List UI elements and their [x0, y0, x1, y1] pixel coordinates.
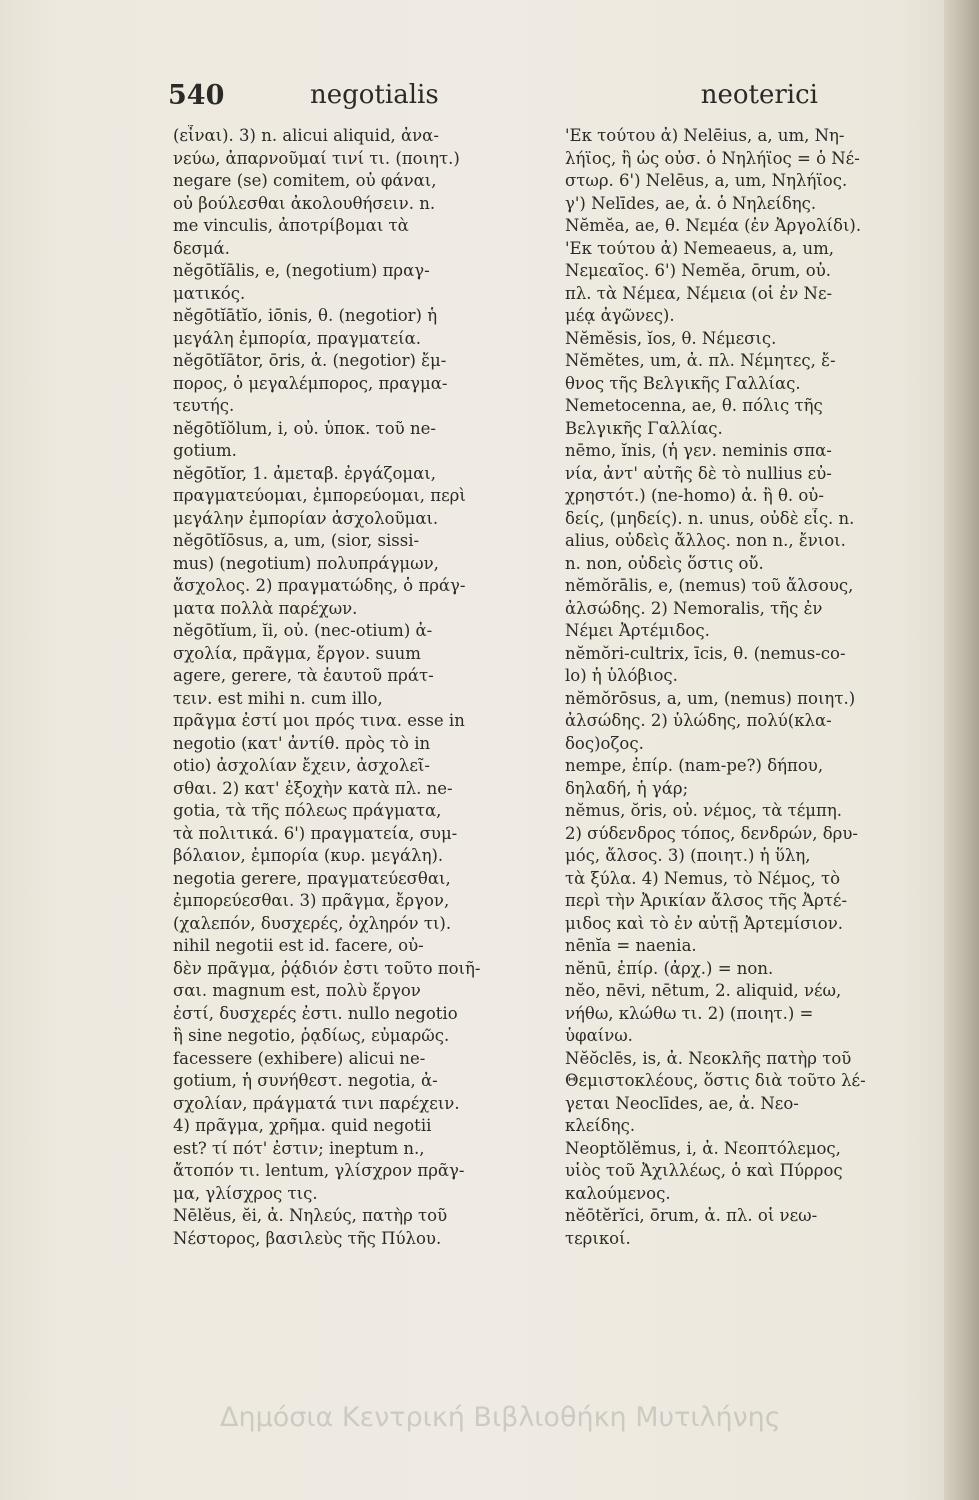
right-line: Νεμεαῖος. 6') Nemĕa, ōrum, οὐ. — [565, 261, 831, 280]
left-line: βόλαιον, ἐμπορία (κυρ. μεγάλη). — [173, 846, 444, 865]
left-line: τὰ πολιτικά. 6') πραγματεία, συμ- — [173, 823, 458, 843]
right-line: στωρ. 6') Nelēus, a, um, Νηλήϊος. — [565, 171, 848, 190]
right-line: περὶ τὴν Ἀρικίαν ἄλσος τῆς Ἀρτέ- — [565, 891, 848, 910]
left-line: negotia gerere, πραγματεύεσθαι, — [173, 868, 451, 888]
left-line: τευτής. — [173, 396, 235, 415]
right-line: μέᾳ ἀγῶνες). — [565, 306, 675, 325]
right-line: nĕo, nēvi, nētum, 2. aliquid, νέω, — [565, 981, 842, 1000]
left-line: πραγματεύομαι, ἐμπορεύομαι, περὶ — [173, 486, 466, 505]
left-line: (χαλεπόν, δυσχερές, ὀχληρόν τι). — [173, 913, 452, 933]
left-line: δὲν πρᾶγμα, ῥᾴδιόν ἐστι τοῦτο ποιῆ- — [173, 958, 481, 978]
left-line: gotia, τὰ τῆς πόλεως πράγματα, — [173, 801, 442, 820]
right-line: κλείδης. — [565, 1116, 636, 1135]
right-line: δος)οζος. — [565, 733, 644, 753]
left-line: μεγάλη ἐμπορία, πραγματεία. — [173, 328, 421, 348]
right-line: τερικοί. — [565, 1228, 631, 1248]
right-line: νία, ἀντ' αὐτῆς δὲ τὸ nullius εὐ- — [565, 463, 832, 483]
right-line: nempe, ἐπίρ. (nam-pe?) δήπου, — [565, 756, 824, 775]
right-line: γ') Nelīdes, ae, ἀ. ὁ Νηλείδης. — [565, 193, 817, 213]
left-line: nĕgōtĭātor, ōris, ἀ. (negotior) ἔμ- — [173, 351, 447, 370]
right-line: Θεμιστοκλέους, ὅστις διὰ τοῦτο λέ- — [565, 1071, 866, 1090]
right-column — [565, 125, 943, 1425]
right-line: ἀλσώδης. 2) ὑλώδης, πολύ(κλα- — [565, 711, 832, 730]
right-line: καλούμενος. — [565, 1183, 671, 1203]
right-line: nĕōtĕrĭci, ōrum, ἀ. πλ. οἱ νεω- — [565, 1206, 818, 1225]
left-line: τειν. est mihi n. cum illo, — [173, 688, 383, 708]
left-line: nĕgōtĭum, ĭi, οὐ. (nec-otium) ἀ- — [173, 621, 433, 640]
left-line: negotio (κατ' ἀντίθ. πρὸς τὸ in — [173, 733, 431, 753]
right-line: 'Εκ τούτου ἀ) Nemeaeus, a, um, — [565, 238, 835, 258]
left-line: nĕgōtĭātĭo, iōnis, θ. (negotior) ἡ — [173, 306, 438, 325]
left-column — [173, 125, 547, 1425]
left-line: Nēlĕus, ĕi, ἀ. Νηλεύς, πατὴρ τοῦ — [173, 1206, 448, 1225]
left-line: ματικός. — [173, 283, 246, 303]
right-line: Νέμει Ἀρτέμιδος. — [565, 621, 710, 640]
right-line: μιδος καὶ τὸ ἐν αὐτῇ Ἀρτεμίσιον. — [565, 913, 844, 933]
right-line: χρηστότ.) (ne-homo) ἀ. ἢ θ. οὐ- — [565, 486, 824, 505]
left-line: σχολία, πρᾶγμα, ἔργον. suum — [173, 643, 421, 663]
right-line: Nĕmĕa, ae, θ. Νεμέα (ἐν Ἀργολίδι). — [565, 216, 862, 235]
right-line: νήθω, κλώθω τι. 2) (ποιητ.) = — [565, 1003, 814, 1023]
left-line: mus) (negotium) πολυπράγμων, — [173, 553, 439, 573]
left-line: negare (se) comitem, οὐ φάναι, — [173, 171, 437, 190]
right-line: Nĕmĕsis, ĭos, θ. Νέμεσις. — [565, 328, 777, 348]
left-line: νεύω, ἀπαρνοῦμαί τινί τι. (ποιητ.) — [173, 148, 460, 168]
left-line: ἐμπορεύεσθαι. 3) πρᾶγμα, ἔργον, — [173, 891, 450, 910]
left-guide-word: negotialis — [310, 80, 439, 110]
right-line: alius, οὐδεὶς ἄλλος. non n., ἔνιοι. — [565, 531, 846, 550]
left-line: me vinculis, ἀποτρίβομαι τὰ — [173, 216, 409, 235]
right-line: Nĕmĕtes, um, ἀ. πλ. Νέμητες, ἔ- — [565, 351, 836, 370]
right-line: nĕnū, ἐπίρ. (ἀρχ.) = non. — [565, 958, 774, 978]
left-line: nĕgōtĭŏlum, i, οὐ. ὑποκ. τοῦ ne- — [173, 418, 436, 438]
right-line: nēmo, ĭnis, (ἡ γεν. neminis σπα- — [565, 441, 832, 460]
right-line: ἀλσώδης. 2) Nemoralis, τῆς ἐν — [565, 598, 823, 618]
left-line: ἄτοπόν τι. lentum, γλίσχρον πρᾶγ- — [173, 1161, 465, 1180]
left-line: ἄσχολος. 2) πραγματώδης, ὁ πράγ- — [173, 576, 466, 595]
right-line: lo) ἡ ὑλόβιος. — [565, 666, 678, 685]
left-line: σθαι. 2) κατ' ἐξοχὴν κατὰ πλ. ne- — [173, 778, 453, 798]
left-line: nĕgōtĭōsus, a, um, (sior, sissi- — [173, 531, 420, 550]
right-line: n. non, οὐδεὶς ὅστις οὔ. — [565, 553, 764, 573]
right-line: 'Εκ τούτου ἀ) Nelēius, a, um, Νη- — [565, 126, 845, 145]
right-line: δείς, (μηδείς). n. unus, οὐδὲ εἷς. n. — [565, 508, 855, 528]
left-line: ἢ sine negotio, ῥᾳδίως, εὐμαρῶς. — [173, 1026, 450, 1045]
left-line: ματα πολλὰ παρέχων. — [173, 598, 358, 618]
right-line: nĕmŏrōsus, a, um, (nemus) ποιητ.) — [565, 688, 856, 708]
left-line: 4) πρᾶγμα, χρῆμα. quid negotii — [173, 1116, 432, 1135]
left-line: μα, γλίσχρος τις. — [173, 1183, 318, 1203]
right-line: γεται Neoclīdes, ae, ἀ. Νεο- — [565, 1093, 799, 1113]
left-line: (εἶναι). 3) n. alicui aliquid, ἀνα- — [173, 126, 439, 145]
right-guide-word: neoterici — [700, 80, 818, 110]
left-line: nĕgōtĭor, 1. ἀμεταβ. ἐργάζομαι, — [173, 463, 437, 483]
left-line: δεσμά. — [173, 238, 230, 258]
right-line: 2) σύδενδρος τόπος, δενδρών, δρυ- — [565, 823, 858, 843]
right-line: nēnĭa = naenia. — [565, 936, 697, 955]
left-line: Νέστορος, βασιλεὺς τῆς Πύλου. — [173, 1228, 442, 1248]
left-line: nihil negotii est id. facere, οὐ- — [173, 936, 424, 955]
left-line: nĕgōtĭālis, e, (negotium) πραγ- — [173, 261, 430, 280]
right-line: μός, ἄλσος. 3) (ποιητ.) ἡ ὕλη, — [565, 846, 811, 865]
right-line: ὑφαίνω. — [565, 1026, 633, 1045]
left-line: πρᾶγμα ἐστί μοι πρός τινα. esse in — [173, 711, 465, 730]
page-header — [168, 80, 818, 130]
book-gutter-shadow — [944, 0, 979, 1500]
left-line: gotium, ἡ συνήθεστ. negotia, ἀ- — [173, 1071, 438, 1090]
right-line: δηλαδή, ἡ γάρ; — [565, 778, 689, 798]
left-line: gotium. — [173, 441, 237, 460]
right-line: nĕmŏri-cultrix, īcis, θ. (nemus-co- — [565, 643, 846, 663]
left-line: σαι. magnum est, πολὺ ἔργον — [173, 981, 421, 1000]
left-line: otio) ἀσχολίαν ἔχειν, ἀσχολεῖ- — [173, 756, 430, 775]
left-line: πορος, ὁ μεγαλέμπορος, πραγμα- — [173, 373, 448, 393]
right-line: Neoptŏlĕmus, i, ἀ. Νεοπτόλεμος, — [565, 1138, 841, 1158]
right-line: υἱὸς τοῦ Ἀχιλλέως, ὁ καὶ Πύρρος — [565, 1161, 843, 1180]
left-line: est? τί πότ' ἐστιν; ineptum n., — [173, 1138, 425, 1158]
left-line: οὐ βούλεσθαι ἀκολουθήσειν. n. — [173, 193, 436, 213]
right-line: θνος τῆς Βελγικῆς Γαλλίας. — [565, 373, 801, 393]
right-line: τὰ ξύλα. 4) Nemus, τὸ Νέμος, τὸ — [565, 868, 841, 888]
left-line: ἐστί, δυσχερές ἐστι. nullo negotio — [173, 1003, 458, 1023]
page-number: 540 — [168, 80, 225, 111]
left-line: agere, gerere, τὰ ἑαυτοῦ πράτ- — [173, 666, 434, 685]
right-line: λήϊος, ἢ ὡς οὐσ. ὁ Νηλήϊος = ὁ Νέ- — [565, 148, 860, 168]
right-line: nĕmŏrālis, e, (nemus) τοῦ ἄλσους, — [565, 576, 854, 595]
right-line: πλ. τὰ Νέμεα, Νέμεια (οἱ ἐν Νε- — [565, 283, 833, 303]
left-line: μεγάλην ἐμπορίαν ἀσχολοῦμαι. — [173, 508, 439, 528]
left-line: σχολίαν, πράγματά τινι παρέχειν. — [173, 1093, 460, 1113]
right-line: Nĕŏclēs, is, ἀ. Νεοκλῆς πατὴρ τοῦ — [565, 1048, 852, 1068]
right-line: Βελγικῆς Γαλλίας. — [565, 418, 723, 438]
left-line: facessere (exhibere) alicui ne- — [173, 1048, 426, 1068]
library-watermark: Δημόσια Κεντρική Βιβλιοθήκη Μυτιλήνης — [220, 1402, 781, 1433]
right-line: Nemetocenna, ae, θ. πόλις τῆς — [565, 396, 823, 415]
right-line: nĕmus, ŏris, οὐ. νέμος, τὰ τέμπη. — [565, 801, 842, 820]
